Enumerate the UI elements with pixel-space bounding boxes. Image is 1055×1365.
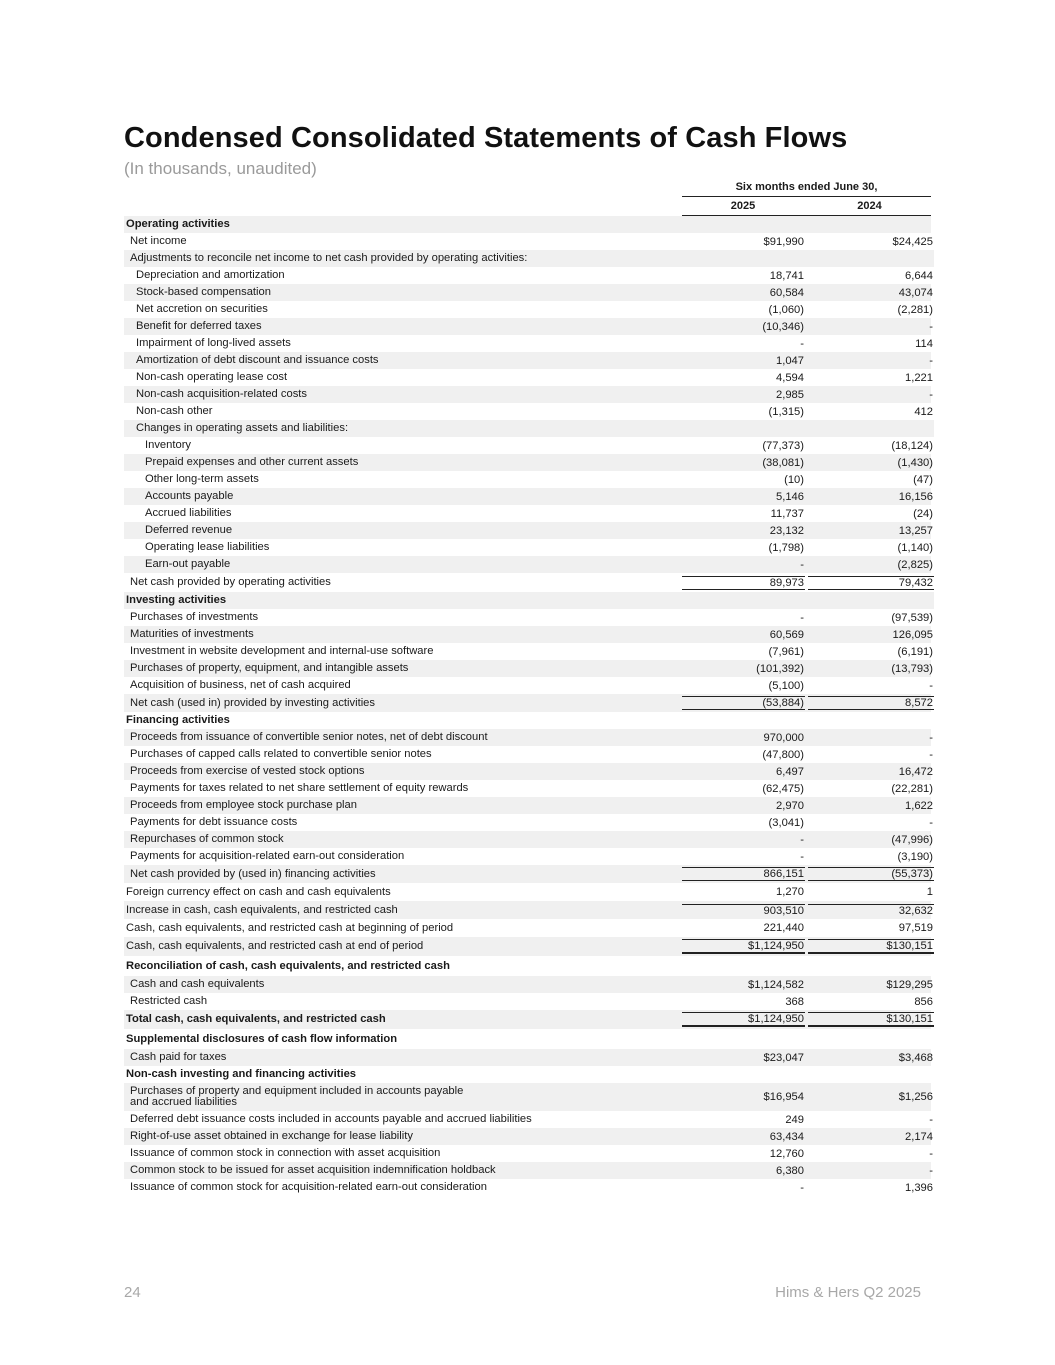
row-label: Payments for taxes related to net share settlement of equity rewards (130, 782, 469, 794)
table-row (124, 403, 931, 420)
value-2025 (682, 250, 805, 267)
value-2024: - (929, 748, 933, 761)
value-2025: (1,060) (768, 303, 804, 316)
page-number: 24 (124, 1284, 141, 1301)
table-row (124, 1083, 931, 1111)
row-label: Right-of-use asset obtained in exchange for lease liability (130, 1130, 413, 1142)
value-2025: 221,440 (763, 922, 804, 934)
value-2024: (24) (913, 507, 933, 520)
row-label: Accounts payable (145, 490, 234, 502)
value-2025: (5,100) (768, 679, 804, 692)
row-label: Stock-based compensation (136, 286, 271, 298)
table-row (124, 626, 931, 643)
value-2024: 856 (914, 995, 933, 1008)
table-row (124, 901, 931, 919)
row-label: Purchases of capped calls related to convertible senior notes (130, 748, 432, 760)
value-2025: - (800, 1181, 804, 1194)
row-label: Other long-term assets (145, 473, 259, 485)
value-2024: (47,996) (891, 833, 933, 846)
row-label: Benefit for deferred taxes (136, 320, 262, 332)
value-2024: (2,825) (897, 558, 933, 571)
table-row (124, 233, 931, 250)
value-2024: 126,095 (892, 628, 933, 641)
table-row (124, 814, 931, 831)
value-2025: - (800, 833, 804, 846)
row-label: Investing activities (126, 594, 227, 606)
table-row (124, 522, 931, 539)
value-2024: 114 (915, 337, 933, 350)
row-label: Cash and cash equivalents (130, 978, 265, 990)
row-label: Adjustments to reconcile net income to net cash provided by operating activities: (130, 252, 528, 264)
value-2025: $1,124,582 (748, 978, 804, 991)
table-row (124, 976, 931, 993)
row-label: Issuance of common stock in connection with asset acquisition (130, 1147, 441, 1159)
row-label: Reconciliation of cash, cash equivalents, and restricted cash (126, 959, 450, 972)
table-row (124, 1162, 931, 1179)
value-2024: 16,472 (898, 765, 933, 778)
row-label: Purchases of property and equipment included in accounts payable and accrued liabilities (130, 1085, 464, 1108)
table-row (124, 1029, 931, 1049)
row-label: Net cash (used in) provided by investing activities (130, 696, 375, 709)
value-2025: 6,497 (776, 765, 804, 778)
value-2025: (7,961) (768, 645, 804, 658)
table-row (124, 712, 931, 729)
value-2024: 412 (914, 405, 933, 418)
row-label: Proceeds from exercise of vested stock options (130, 765, 365, 777)
value-2024: (3,190) (897, 850, 933, 863)
value-2025: (10,346) (762, 320, 804, 333)
value-2024: 79,432 (808, 576, 934, 590)
value-2024: $24,425 (892, 235, 933, 248)
value-2024: 13,257 (898, 524, 933, 537)
row-label: Financing activities (126, 714, 230, 726)
value-2024: 1 (926, 886, 933, 898)
value-2025: - (800, 850, 804, 863)
value-2025: (53,884) (682, 696, 805, 710)
row-label: Cash, cash equivalents, and restricted cash at end of period (126, 940, 424, 952)
row-label: Deferred revenue (145, 524, 233, 536)
row-label: Payments for debt issuance costs (130, 816, 298, 828)
row-label: Maturities of investments (130, 628, 254, 640)
value-2025: (62,475) (762, 782, 804, 795)
value-2024: (22,281) (891, 782, 933, 795)
value-2025: (47,800) (762, 748, 804, 761)
row-label: Net cash provided by (used in) financing activities (130, 867, 376, 880)
table-row (124, 729, 931, 746)
value-2025: 1,047 (776, 354, 804, 367)
value-2025: 18,741 (769, 269, 804, 282)
table-row (124, 763, 931, 780)
value-2024: (1,430) (897, 456, 933, 469)
value-2025 (682, 420, 805, 437)
value-2025: 249 (785, 1113, 804, 1126)
row-label: Purchases of property, equipment, and intangible assets (130, 662, 409, 674)
value-2025: $91,990 (763, 235, 804, 248)
value-2025: - (800, 611, 804, 624)
row-label: Cash paid for taxes (130, 1051, 227, 1063)
row-label: Prepaid expenses and other current assets (145, 456, 359, 468)
table-row (124, 865, 931, 883)
table-row (124, 369, 931, 386)
table-row (124, 471, 931, 488)
value-2024: (97,539) (891, 611, 933, 624)
table-row (124, 318, 931, 335)
row-label: Repurchases of common stock (130, 833, 284, 845)
row-label: Non-cash acquisition-related costs (136, 388, 308, 400)
row-label: Non-cash other (136, 405, 213, 417)
row-label: Cash, cash equivalents, and restricted cash at beginning of period (126, 921, 454, 934)
row-label: Inventory (145, 439, 192, 451)
table-row (124, 643, 931, 660)
value-2025: 23,132 (769, 524, 804, 537)
value-2024: 32,632 (808, 904, 934, 917)
value-2025: 12,760 (769, 1147, 804, 1160)
value-2025: $1,124,950 (682, 939, 805, 954)
table-row (124, 677, 931, 694)
row-label: Common stock to be issued for asset acquisition indemnification holdback (130, 1164, 496, 1176)
value-2025: $23,047 (763, 1051, 804, 1064)
cash-flow-table (124, 216, 931, 1196)
value-2025: 866,151 (682, 867, 805, 881)
value-2024: - (929, 1113, 933, 1126)
table-row (124, 250, 931, 267)
row-label: Purchases of investments (130, 611, 259, 623)
value-2024: (2,281) (897, 303, 933, 316)
row-label: Foreign currency effect on cash and cash equivalents (126, 885, 391, 898)
table-row (124, 335, 931, 352)
table-row (124, 919, 931, 937)
row-label: Proceeds from issuance of convertible senior notes, net of debt discount (130, 731, 488, 743)
table-row (124, 956, 931, 976)
value-2024: (47) (913, 473, 933, 486)
value-2024: 1,622 (905, 799, 933, 812)
value-2024: 2,174 (905, 1130, 933, 1143)
row-label: Net accretion on securities (136, 303, 268, 315)
value-2024: $130,151 (808, 939, 934, 954)
table-row (124, 937, 931, 956)
row-label: Proceeds from employee stock purchase plan (130, 799, 357, 811)
table-row (124, 573, 931, 592)
row-label: Impairment of long-lived assets (136, 337, 291, 349)
value-2025: (38,081) (762, 456, 804, 469)
row-label: Accrued liabilities (145, 507, 232, 519)
value-2024: 6,644 (905, 269, 933, 282)
value-2025: 970,000 (763, 731, 804, 744)
row-label: Increase in cash, cash equivalents, and restricted cash (126, 903, 398, 916)
value-2024: (13,793) (891, 662, 933, 675)
row-label: Earn-out payable (145, 558, 231, 570)
year-header-2024: 2024 (857, 200, 882, 212)
value-2024: - (929, 354, 933, 367)
value-2024: (6,191) (897, 645, 933, 658)
table-row (124, 592, 931, 609)
value-2025: (101,392) (756, 662, 804, 675)
row-label: Payments for acquisition-related earn-out consideration (130, 850, 405, 862)
value-2024: (1,140) (897, 541, 933, 554)
table-row (124, 1179, 931, 1196)
table-row (124, 746, 931, 763)
value-2025: 60,584 (769, 286, 804, 299)
table-row (124, 301, 931, 318)
row-label: Depreciation and amortization (136, 269, 285, 281)
value-2024: (18,124) (891, 439, 933, 452)
footer-brand: Hims & Hers Q2 2025 (775, 1284, 921, 1301)
value-2024 (808, 250, 934, 267)
value-2025: (1,798) (768, 541, 804, 554)
header-rule-top (682, 196, 931, 197)
table-row (124, 993, 931, 1010)
table-row (124, 420, 931, 437)
table-row (124, 1066, 931, 1083)
value-2024: - (929, 731, 933, 744)
value-2025: 1,270 (776, 886, 804, 898)
row-label: Net income (130, 235, 187, 247)
value-2024: $129,295 (886, 978, 933, 991)
value-2025: 368 (785, 995, 804, 1008)
value-2025: - (800, 558, 804, 571)
table-row (124, 1128, 931, 1145)
table-row (124, 1010, 931, 1029)
value-2024: - (929, 388, 933, 401)
row-label: Issuance of common stock for acquisition-related earn-out consideration (130, 1181, 487, 1193)
table-row (124, 694, 931, 712)
table-row (124, 437, 931, 454)
value-2025: (1,315) (768, 405, 804, 418)
row-label: Non-cash investing and financing activities (126, 1068, 357, 1080)
table-row (124, 267, 931, 284)
period-header: Six months ended June 30, (735, 181, 878, 193)
value-2025: 63,434 (769, 1130, 804, 1143)
value-2024: 43,074 (898, 286, 933, 299)
value-2024: - (929, 679, 933, 692)
value-2024: 16,156 (898, 490, 933, 503)
table-row (124, 780, 931, 797)
row-label: Deferred debt issuance costs included in accounts payable and accrued liabilities (130, 1113, 532, 1125)
table-row (124, 539, 931, 556)
table-row (124, 660, 931, 677)
value-2025 (682, 592, 805, 609)
table-row (124, 1145, 931, 1162)
value-2024: - (929, 1164, 933, 1177)
row-label: Operating lease liabilities (145, 541, 270, 553)
row-label: Changes in operating assets and liabilities: (136, 422, 349, 434)
table-row (124, 797, 931, 814)
table-row (124, 556, 931, 573)
row-label: Investment in website development and internal-use software (130, 645, 434, 657)
table-row (124, 883, 931, 901)
value-2025: 4,594 (776, 371, 804, 384)
value-2025: 89,973 (682, 576, 805, 590)
table-row (124, 505, 931, 522)
value-2024: 1,221 (905, 371, 933, 384)
value-2024: 8,572 (808, 696, 934, 710)
table-row (124, 609, 931, 626)
page-subtitle: (In thousands, unaudited) (124, 159, 317, 178)
value-2025: 6,380 (776, 1164, 804, 1177)
value-2025: 903,510 (682, 904, 805, 917)
value-2024: $130,151 (808, 1012, 934, 1027)
value-2025: (10) (784, 473, 804, 486)
table-row (124, 848, 931, 865)
value-2025: $1,124,950 (682, 1012, 805, 1027)
row-label: Operating activities (126, 218, 230, 230)
year-header-2025: 2025 (730, 200, 756, 212)
table-row (124, 488, 931, 505)
value-2024 (808, 592, 934, 609)
row-label: Total cash, cash equivalents, and restricted cash (126, 1013, 386, 1025)
value-2024: - (929, 320, 933, 333)
value-2024: 97,519 (898, 922, 933, 934)
value-2024: - (929, 816, 933, 829)
table-row (124, 386, 931, 403)
table-row (124, 216, 931, 233)
value-2024: - (929, 1147, 933, 1160)
value-2025: 2,985 (776, 388, 804, 401)
value-2025: - (800, 337, 804, 350)
value-2024 (808, 420, 934, 437)
value-2024: (55,373) (808, 867, 934, 881)
row-label: Net cash provided by operating activities (130, 576, 331, 588)
value-2024: $3,468 (898, 1051, 933, 1064)
row-label: Non-cash operating lease cost (136, 371, 288, 383)
value-2025: 2,970 (776, 799, 804, 812)
page-title: Condensed Consolidated Statements of Cash Flows (124, 122, 848, 154)
row-label: Supplemental disclosures of cash flow information (126, 1032, 398, 1045)
value-2025: 60,569 (769, 628, 804, 641)
value-2025: (3,041) (768, 816, 804, 829)
table-row (124, 1049, 931, 1066)
row-label: Acquisition of business, net of cash acquired (130, 679, 351, 691)
value-2024: 1,396 (905, 1181, 933, 1194)
row-label: Restricted cash (130, 995, 208, 1007)
row-label: Amortization of debt discount and issuance costs (136, 354, 379, 366)
table-row (124, 1111, 931, 1128)
value-2025: 11,737 (770, 507, 804, 520)
value-2025: $16,954 (763, 1091, 804, 1103)
table-row (124, 284, 931, 301)
value-2024: $1,256 (898, 1091, 933, 1103)
value-2025: (77,373) (762, 439, 804, 452)
table-row (124, 352, 931, 369)
table-row (124, 454, 931, 471)
table-row (124, 831, 931, 848)
value-2025: 5,146 (776, 490, 804, 503)
